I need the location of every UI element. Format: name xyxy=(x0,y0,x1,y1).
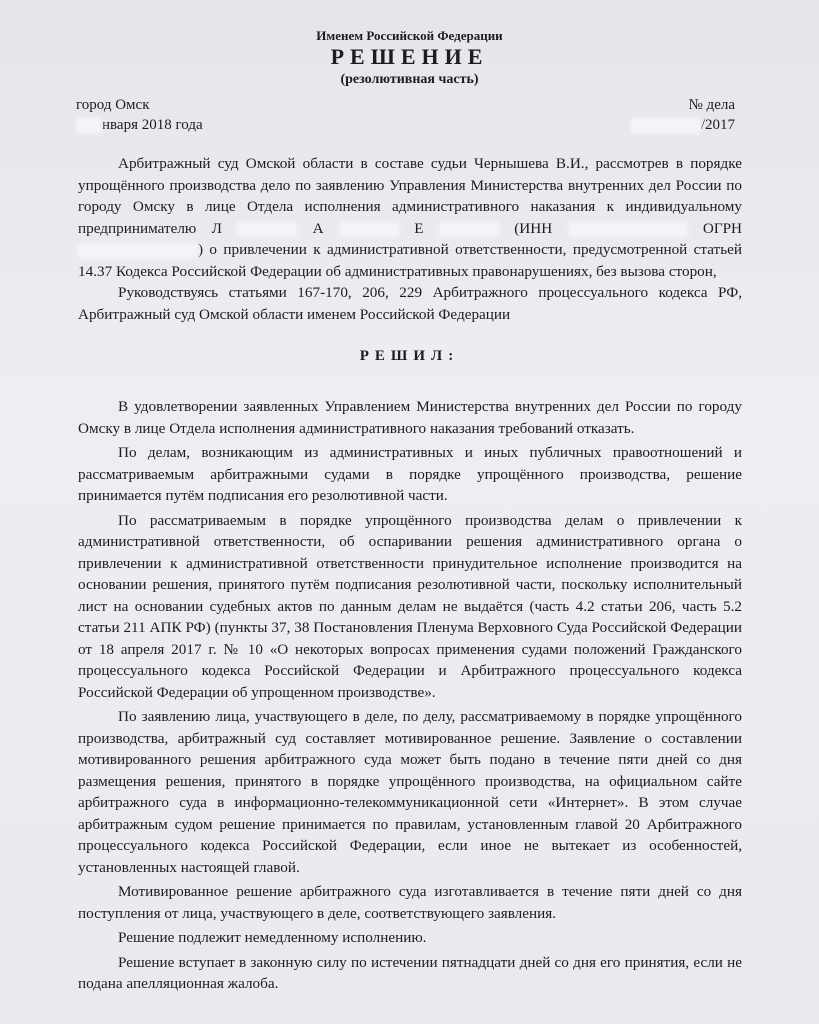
case-number-label: № дела xyxy=(688,97,735,113)
intro-paragraph-2: Руководствуясь статьями 167-170, 206, 229 Арбитражного процессуального кодекса РФ, Арбитражный суд Омской области именем Российской Федерации xyxy=(78,284,742,323)
meta-left xyxy=(76,95,203,135)
intro-inn: (ИНН xyxy=(514,219,553,237)
intro-text-a3: Е xyxy=(414,219,424,237)
case-year: /2017 xyxy=(700,117,735,133)
resolution-paragraph: По заявлению лица, участвующего в деле, по делу, рассматриваемому в порядке упрощённого производства, арбитражный суд составляет мотивированное решение. Заявление о составлении мотивированного решения арбитражного суда может быть подано в течение пяти дней со дня размещения решения, принятого в порядке упрощённого производства, на официальном сайте арбитражного суда в информационно-телекоммуникационной сети «Интернет». В этом случае арбитражным судом решение принимается по правилам, установленным главой 20 Арбитражного процессуального кодекса Российской Федерации, если иное не вытекает из особенностей, установленных настоящей главой. xyxy=(78,708,742,876)
redacted-block xyxy=(568,222,688,237)
redacted-block xyxy=(631,118,701,134)
resolution-paragraph: По делам, возникающим из административных и иных публичных правоотношений и рассматриваемым арбитражными судами в порядке упрощённого производства, решение принимается путём подписания его резолютивной части. xyxy=(78,444,742,504)
redacted-block xyxy=(339,222,399,237)
resolution-paragraph: Мотивированное решение арбитражного суда изготавливается в течение пяти дней со дня поступления от лица, участвующего в деле, соответствующего заявления. xyxy=(78,883,742,922)
resolution-paragraph: Решение вступает в законную силу по истечении пятнадцати дней со дня его принятия, если не подана апелляционная жалоба. xyxy=(78,953,742,992)
decided-heading: РЕШИЛ: xyxy=(359,348,460,364)
date: нваря 2018 года xyxy=(102,117,203,133)
redacted-block xyxy=(439,222,499,237)
redacted-block xyxy=(237,222,297,237)
resolution-paragraph: В удовлетворении заявленных Управлением Министерства внутренних дел России по городу Омску в лице Отдела исполнения административного наказания требований отказать. xyxy=(78,398,742,437)
resolution-paragraph: По рассматриваемым в порядке упрощённого производства делам о привлечении к административной ответственности, об оспаривании решения административного органа о привлечении к административной ответственности принудительное исполнение производится на основании решения, принятого путём подписания резолютивной части, поскольку исполнительный лист на основании судебных актов по данным делам не выдаётся (часть 4.2 статьи 206, часть 5.2 статьи 211 АПК РФ) (пункты 37, 38 Постановления Пленума Верховного Суда Российской Федерации от 18 апреля 2017 г. № 10 «О некоторых вопросах применения судами положений Гражданского процессуального кодекса Российской Федерации и Арбитражного процессуального кодекса Российской Федерации об упрощенном производстве». xyxy=(78,511,742,701)
meta-right xyxy=(631,95,735,135)
date-line xyxy=(76,115,203,135)
resolution-paragraph: Решение подлежит немедленному исполнению. xyxy=(118,929,427,946)
header-caption: Именем Российской Федерации xyxy=(316,28,503,43)
intro-text-a: Арбитражный суд Омской области в составе судьи Чернышева В.И., рассмотрев в порядке упрощённого производства дело по заявлению Управления Министерства внутренних дел России по городу Омску в лице Отдела исполнения административного наказания к индивидуальному предпринимателю Л xyxy=(78,155,742,237)
document-title: РЕШЕНИЕ xyxy=(330,44,489,69)
intro-text-b: ) о привлечении к административной ответственности, предусмотренной статьей 14.37 Кодекса Российской Федерации об административных правонарушениях, без вызова сторон, xyxy=(78,241,742,280)
document-subtitle: (резолютивная часть) xyxy=(340,72,479,87)
intro-text-a2: А xyxy=(312,219,324,237)
intro-section xyxy=(78,153,742,325)
redacted-block xyxy=(78,243,198,258)
redacted-block xyxy=(76,118,102,134)
city: город Омск xyxy=(76,97,150,113)
resolution-section xyxy=(78,396,742,995)
case-number-line xyxy=(631,115,735,135)
intro-paragraph-1 xyxy=(78,153,742,282)
intro-ogrn: ОГРН xyxy=(702,219,743,237)
